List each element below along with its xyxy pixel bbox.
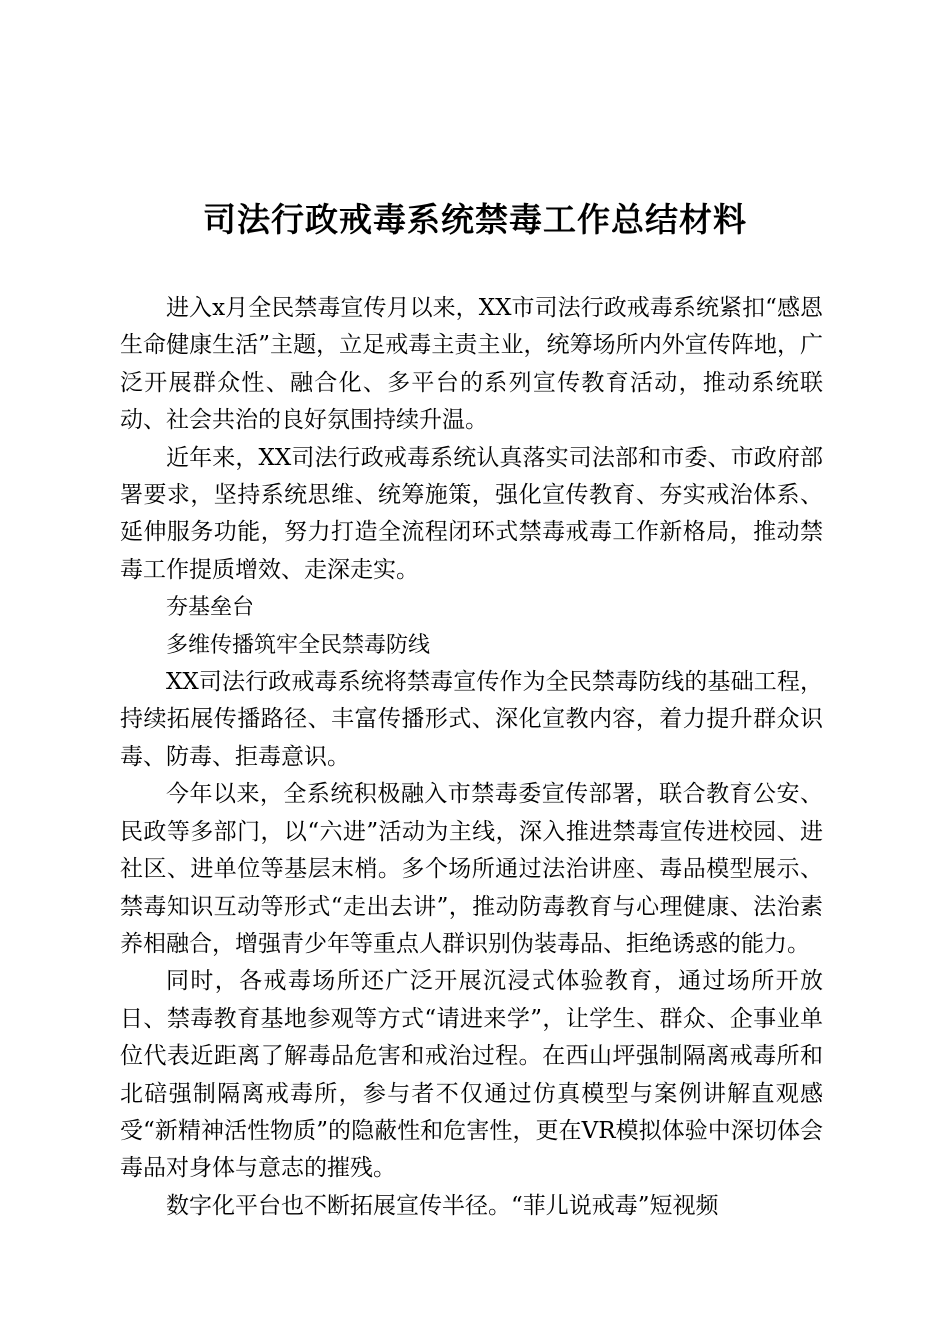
paragraph: 进入x月全民禁毒宣传月以来，XX市司法行政戒毒系统紧扣“感恩生命健康生活”主题，立足戒毒主责主业，统筹场所内外宣传阵地，广泛开展群众性、融合化、多平台的系列宣传教育活动，推动系统联动、社会共治的良好氛围持续升温。 xyxy=(120,295,823,434)
paragraph: 数字化平台也不断拓展宣传半径。“菲儿说戒毒”短视频 xyxy=(166,1192,719,1219)
document-body xyxy=(120,290,823,1225)
paragraph: XX司法行政戒毒系统将禁毒宣传作为全民禁毒防线的基础工程，持续拓展传播路径、丰富传播形式、深化宣教内容，着力提升群众识毒、防毒、拒毒意识。 xyxy=(120,669,823,770)
paragraph: 近年来，XX司法行政戒毒系统认真落实司法部和市委、市政府部署要求，坚持系统思维、统筹施策，强化宣传教育、夯实戒治体系、延伸服务功能，努力打造全流程闭环式禁毒戒毒工作新格局，推动禁毒工作提质增效、走深走实。 xyxy=(120,444,823,583)
section-subheading: 多维传播筑牢全民禁毒防线 xyxy=(166,632,431,658)
paragraph: 今年以来，全系统积极融入市禁毒委宣传部署，联合教育公安、民政等多部门，以“六进”活动为主线，深入推进禁毒宣传进校园、进社区、进单位等基层末梢。多个场所通过法治讲座、毒品模型展示、禁毒知识互动等形式“走出去讲”，推动防毒教育与心理健康、法治素养相融合，增强青少年等重点人群识别伪装毒品、拒绝诱惑的能力。 xyxy=(120,781,823,957)
section-heading: 夯基垒台 xyxy=(166,595,255,621)
paragraph: 同时，各戒毒场所还广泛开展沉浸式体验教育，通过场所开放日、禁毒教育基地参观等方式“请进来学”，让学生、群众、企事业单位代表近距离了解毒品危害和戒治过程。在西山坪强制隔离戒毒所和北碚强制隔离戒毒所，参与者不仅通过仿真模型与案例讲解直观感受“新精神活性物质”的隐蔽性和危害性，更在VR模拟体验中深切体会毒品对身体与意志的摧残。 xyxy=(120,968,823,1182)
document-title: 司法行政戒毒系统禁毒工作总结材料 xyxy=(203,200,747,239)
